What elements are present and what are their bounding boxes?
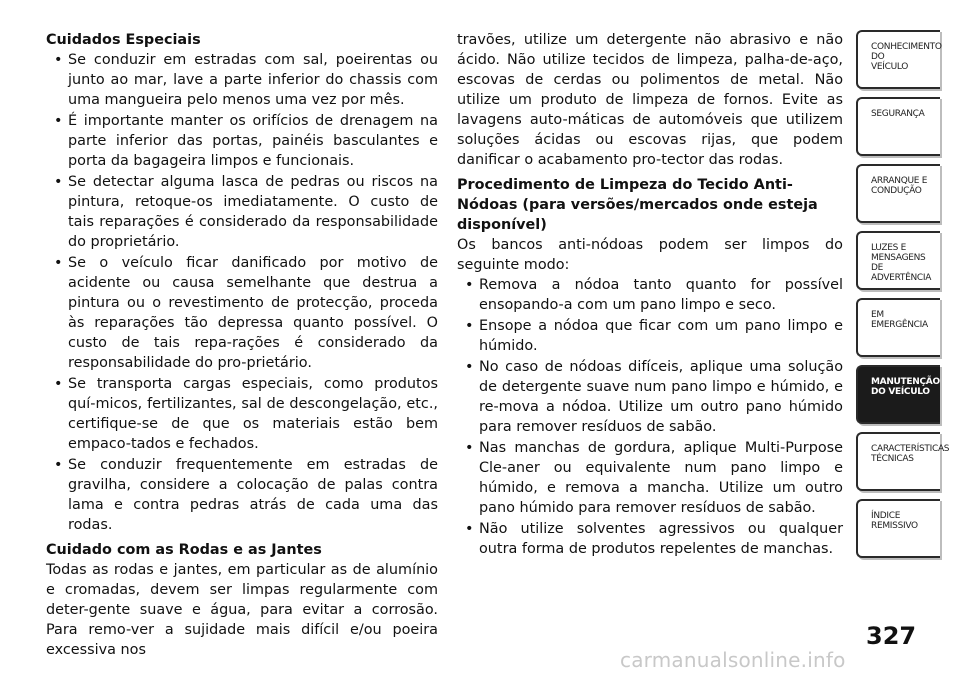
list-item: • Se detectar alguma lasca de pedras ou riscos na pintura, retoque-os imediatamente. O custo de tais reparações é considerado da responsabilidade do proprietário. xyxy=(46,172,438,252)
fabric-cleaning-list xyxy=(457,275,843,559)
wheels-paragraph: Todas as rodas e jantes, em particular as de alumínio e cromadas, devem ser limpas regularmente com deter-gente suave e água, para evitar a corrosão. Para remo-ver a sujidade mais difícil e/ou poeira excessiva nos xyxy=(46,562,438,658)
tab-label: CARACTERÍSTICAS TÉCNICAS xyxy=(871,444,950,464)
special-care-list xyxy=(46,50,438,535)
tab-vehicle-maintenance[interactable] xyxy=(856,365,940,424)
list-item: • Não utilize solventes agressivos ou qualquer outra forma de produtos repelentes de manchas. xyxy=(457,519,843,559)
wheels-paragraph-continued: travões, utilize um detergente não abrasivo e não ácido. Não utilize tecidos de limpeza, palha-de-aço, escovas de cerdas ou polimentos de metal. Não utilize um produto de limpeza de fornos. Evite as lavagens auto-máticas de automóveis que utilizem soluções ácidas ou escovas rijas, que podem danificar o acabamento pro-tector das rodas. xyxy=(457,32,843,168)
tab-vehicle-knowledge[interactable] xyxy=(856,30,940,89)
list-item: • Se conduzir frequentemente em estradas de gravilha, considere a colocação de palas contra lama e contra pedras atrás de cada uma das rodas. xyxy=(46,455,438,535)
tab-label: CONHECIMENTO DO VEÍCULO xyxy=(871,42,942,72)
tab-safety[interactable] xyxy=(856,97,940,156)
list-item: • No caso de nódoas difíceis, aplique uma solução de detergente suave num pano limpo e húmido, e re-mova a nódoa. Utilize um outro pano húmido para remover resíduos de sabão. xyxy=(457,357,843,437)
tab-technical-specs[interactable] xyxy=(856,432,950,491)
tab-label: LUZES E MENSAGENS DE ADVERTÊNCIA xyxy=(871,243,932,283)
tab-index[interactable] xyxy=(856,499,940,558)
heading-fabric-cleaning: Procedimento de Limpeza do Tecido Anti-Nódoas (para versões/mercados onde esteja disponível) xyxy=(457,177,818,233)
tab-starting-driving[interactable] xyxy=(856,164,940,223)
fabric-intro: Os bancos anti-nódoas podem ser limpos do seguinte modo: xyxy=(457,237,843,273)
heading-special-care: Cuidados Especiais xyxy=(46,32,201,48)
list-item: • Nas manchas de gordura, aplique Multi-Purpose Cle-aner ou equivalente num pano limpo e húmido, e remova a mancha. Utilize um outro pano húmido para remover resíduos de sabão. xyxy=(457,438,843,518)
right-text-column xyxy=(457,30,843,560)
heading-wheels: Cuidado com as Rodas e as Jantes xyxy=(46,542,322,558)
tab-emergency[interactable] xyxy=(856,298,940,357)
left-text-column xyxy=(46,30,438,660)
list-item: • Se conduzir em estradas com sal, poeirentas ou junto ao mar, lave a parte inferior do chassis com uma mangueira pelo menos uma vez por mês. xyxy=(46,50,438,110)
list-item: • Se o veículo ficar danificado por motivo de acidente ou causa semelhante que destrua a pintura ou o revestimento de protecção, proceda às reparações tão depressa quanto possível. O custo de tais repa-rações é considerado da responsabilidade do pro-prietário. xyxy=(46,253,438,373)
list-item: • Se transporta cargas especiais, como produtos quí-micos, fertilizantes, sal de descongelação, etc., certifique-se de que os materiais estão bem empaco-tados e fechados. xyxy=(46,374,438,454)
watermark: carmanualsonline.info xyxy=(620,648,846,672)
tab-label: ÍNDICE REMISSIVO xyxy=(871,511,918,531)
list-item: • É importante manter os orifícios de drenagem na parte inferior das portas, painéis basculantes e porta da bagageira limpos e funcionais. xyxy=(46,111,438,171)
list-item: • Ensope a nódoa que ficar com um pano limpo e húmido. xyxy=(457,316,843,356)
tab-label: MANUTENÇÃO DO VEÍCULO xyxy=(871,377,940,397)
section-tabs xyxy=(856,30,950,566)
page-number: 327 xyxy=(866,622,917,650)
tab-label: EM EMERGÊNCIA xyxy=(871,310,928,330)
tab-label: ARRANQUE E CONDUÇÃO xyxy=(871,176,928,196)
tab-lights-warnings[interactable] xyxy=(856,231,940,290)
list-item: • Remova a nódoa tanto quanto for possível ensopando-a com um pano limpo e seco. xyxy=(457,275,843,315)
tab-label: SEGURANÇA xyxy=(871,109,925,119)
